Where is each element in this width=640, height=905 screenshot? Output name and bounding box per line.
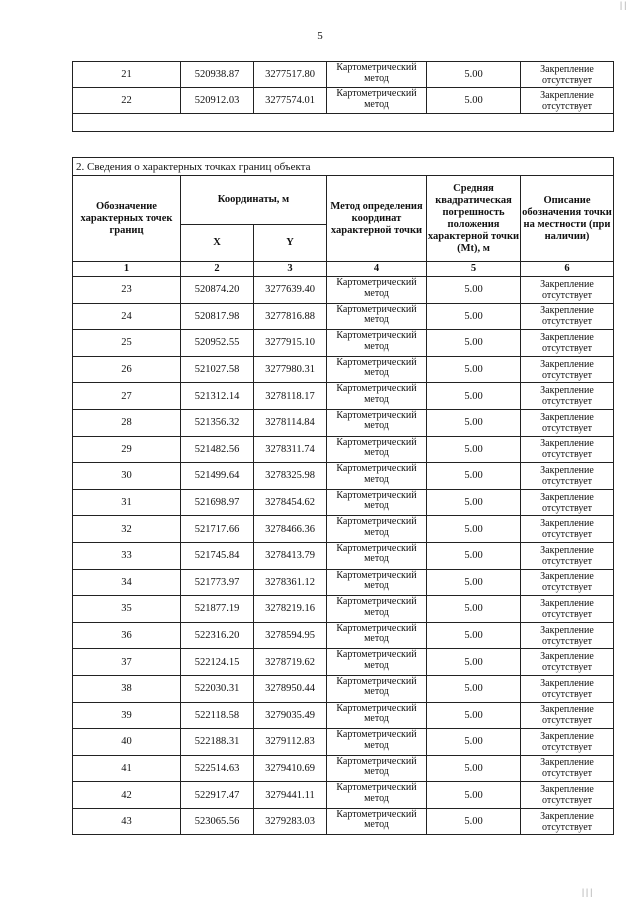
point-number: 37 (73, 649, 181, 676)
description (521, 356, 614, 383)
description-line2: отсутствует (541, 582, 593, 594)
point-number: 25 (73, 330, 181, 357)
coord-x: 522118.58 (181, 702, 254, 729)
method-line2: метод (364, 792, 389, 804)
method-line1: Картометрический (336, 596, 417, 608)
description-line2: отсутствует (541, 768, 593, 780)
description-line2: отсутствует (541, 741, 593, 753)
description-line2: отсутствует (541, 100, 593, 112)
coord-x: 521312.14 (181, 383, 254, 410)
accuracy: 5.00 (427, 675, 521, 702)
point-number: 34 (73, 569, 181, 596)
accuracy: 5.00 (427, 569, 521, 596)
description-line1: Закрепление (540, 331, 594, 343)
method (327, 729, 427, 756)
method-line2: метод (364, 340, 389, 352)
method-line2: метод (364, 819, 389, 831)
method-line1: Картометрический (336, 303, 417, 315)
table-row (73, 755, 614, 782)
header-desc: Описание обозначения точки на местности (при наличии) (521, 176, 614, 262)
coord-x: 522124.15 (181, 649, 254, 676)
table-row (73, 675, 614, 702)
method (327, 649, 427, 676)
method (327, 569, 427, 596)
point-number: 39 (73, 702, 181, 729)
coord-y: 3278413.79 (254, 542, 327, 569)
method-line2: метод (364, 420, 389, 432)
description-line2: отсутствует (541, 396, 593, 408)
foot-mark: | | | (582, 887, 592, 897)
table-row (73, 277, 614, 304)
coord-y: 3277574.01 (254, 88, 327, 114)
description (521, 489, 614, 516)
table-row (73, 729, 614, 756)
description-line2: отсутствует (541, 608, 593, 620)
accuracy: 5.00 (427, 88, 521, 114)
coord-y: 3279283.03 (254, 808, 327, 835)
coord-x: 521499.64 (181, 463, 254, 490)
accuracy: 5.00 (427, 62, 521, 88)
coord-y: 3278594.95 (254, 622, 327, 649)
table-row (73, 542, 614, 569)
table-row (73, 596, 614, 623)
method (327, 755, 427, 782)
method-line2: метод (364, 686, 389, 698)
method (327, 88, 427, 114)
method-line1: Картометрический (336, 542, 417, 554)
description-line1: Закрепление (540, 810, 594, 822)
accuracy: 5.00 (427, 729, 521, 756)
point-number: 30 (73, 463, 181, 490)
description-line2: отсутствует (541, 369, 593, 381)
description (521, 808, 614, 835)
table-row (73, 356, 614, 383)
coord-x: 521773.97 (181, 569, 254, 596)
point-number: 33 (73, 542, 181, 569)
coord-x: 520938.87 (181, 62, 254, 88)
table-row (73, 88, 614, 114)
description-line1: Закрепление (540, 730, 594, 742)
method (327, 782, 427, 809)
accuracy: 5.00 (427, 330, 521, 357)
accuracy: 5.00 (427, 436, 521, 463)
method-line1: Картометрический (336, 569, 417, 581)
description (521, 702, 614, 729)
header-x: X (181, 225, 254, 262)
method-line1: Картометрический (336, 675, 417, 687)
description-line2: отсутствует (541, 475, 593, 487)
method-line1: Картометрический (336, 383, 417, 395)
table-row (73, 782, 614, 809)
table-row (73, 330, 614, 357)
header-y: Y (254, 225, 327, 262)
description-line2: отсутствует (541, 821, 593, 833)
accuracy: 5.00 (427, 277, 521, 304)
description (521, 649, 614, 676)
accuracy: 5.00 (427, 409, 521, 436)
description-line1: Закрепление (540, 544, 594, 556)
method-line1: Картометрический (336, 622, 417, 634)
table-row (73, 622, 614, 649)
method (327, 622, 427, 649)
method-line1: Картометрический (336, 277, 417, 288)
method-line2: метод (364, 526, 389, 538)
col-number: 1 (73, 262, 181, 277)
description-line1: Закрепление (540, 411, 594, 423)
description-line1: Закрепление (540, 651, 594, 663)
accuracy: 5.00 (427, 516, 521, 543)
point-number: 35 (73, 596, 181, 623)
table-row (73, 409, 614, 436)
description (521, 303, 614, 330)
method-line2: метод (364, 713, 389, 724)
point-number: 23 (73, 277, 181, 304)
coord-y: 3279112.83 (254, 729, 327, 756)
description (521, 330, 614, 357)
description-line1: Закрепление (540, 305, 594, 317)
point-number: 24 (73, 303, 181, 330)
description-line2: отсутствует (541, 795, 593, 807)
method (327, 463, 427, 490)
description-line1: Закрепление (540, 278, 594, 290)
point-number: 36 (73, 622, 181, 649)
accuracy: 5.00 (427, 622, 521, 649)
header-method: Метод определения координат характерной точки (327, 176, 427, 262)
description-line1: Закрепление (540, 491, 594, 503)
method-line2: метод (364, 287, 389, 299)
method (327, 409, 427, 436)
coord-y: 3278361.12 (254, 569, 327, 596)
description-line1: Закрепление (540, 63, 594, 75)
description (521, 569, 614, 596)
description-line2: отсутствует (541, 688, 593, 700)
point-number: 41 (73, 755, 181, 782)
empty-cell (73, 114, 614, 132)
method-line2: метод (364, 606, 389, 618)
method (327, 303, 427, 330)
description-line2: отсутствует (541, 449, 593, 461)
point-number: 31 (73, 489, 181, 516)
coord-y: 3278114.84 (254, 409, 327, 436)
method-line1: Картометрический (336, 755, 417, 767)
description-line1: Закрепление (540, 385, 594, 397)
coord-x: 520874.20 (181, 277, 254, 304)
coord-y: 3277915.10 (254, 330, 327, 357)
method-line1: Картометрический (336, 356, 417, 368)
description (521, 516, 614, 543)
accuracy: 5.00 (427, 489, 521, 516)
section-title: 2. Сведения о характерных точках границ объекта (73, 158, 614, 176)
point-number: 38 (73, 675, 181, 702)
description (521, 596, 614, 623)
description-line1: Закрепление (540, 89, 594, 101)
accuracy: 5.00 (427, 649, 521, 676)
coord-x: 522030.31 (181, 675, 254, 702)
corner-mark: | | (620, 0, 626, 10)
description-line1: Закрепление (540, 597, 594, 609)
point-number: 40 (73, 729, 181, 756)
coord-y: 3278219.16 (254, 596, 327, 623)
description-line1: Закрепление (540, 518, 594, 530)
coord-y: 3278454.62 (254, 489, 327, 516)
description (521, 729, 614, 756)
method-line1: Картометрический (336, 463, 417, 475)
method-line2: метод (364, 473, 389, 485)
description (521, 277, 614, 304)
coord-x: 521745.84 (181, 542, 254, 569)
method (327, 330, 427, 357)
description (521, 755, 614, 782)
point-number: 29 (73, 436, 181, 463)
method-line1: Картометрический (336, 808, 417, 820)
method-line2: метод (364, 98, 389, 110)
description-line1: Закрепление (540, 704, 594, 716)
method-line2: метод (364, 580, 389, 592)
method-line1: Картометрический (336, 729, 417, 741)
method-line2: метод (364, 447, 389, 459)
method (327, 489, 427, 516)
coord-x: 522316.20 (181, 622, 254, 649)
coord-y: 3278118.17 (254, 383, 327, 410)
description-line2: отсутствует (541, 715, 593, 727)
method (327, 277, 427, 304)
method-line2: метод (364, 367, 389, 379)
method-line1: Картометрический (336, 649, 417, 661)
coord-x: 521698.97 (181, 489, 254, 516)
continuation-table (72, 61, 614, 132)
accuracy: 5.00 (427, 463, 521, 490)
method-line1: Картометрический (336, 330, 417, 342)
coord-y: 3277517.80 (254, 62, 327, 88)
method-line1: Картометрический (336, 702, 417, 714)
table-row (73, 436, 614, 463)
coord-x: 522514.63 (181, 755, 254, 782)
method-line2: метод (364, 766, 389, 778)
description (521, 622, 614, 649)
coord-y: 3279035.49 (254, 702, 327, 729)
description-line1: Закрепление (540, 571, 594, 583)
coord-y: 3279410.69 (254, 755, 327, 782)
method (327, 808, 427, 835)
coord-y: 3277816.88 (254, 303, 327, 330)
coord-x: 522188.31 (181, 729, 254, 756)
coord-x: 521482.56 (181, 436, 254, 463)
point-number: 28 (73, 409, 181, 436)
description-line2: отсутствует (541, 662, 593, 674)
description-line2: отсутствует (541, 555, 593, 567)
method-line2: метод (364, 739, 389, 751)
coord-x: 523065.56 (181, 808, 254, 835)
coord-y: 3278325.98 (254, 463, 327, 490)
table-row (73, 62, 614, 88)
description-line1: Закрепление (540, 438, 594, 450)
description (521, 88, 614, 114)
col-number: 5 (427, 262, 521, 277)
method-line2: метод (364, 553, 389, 565)
point-number: 21 (73, 62, 181, 88)
header-accuracy: Средняя квадратическая погрешность положения характерной точки (Mt), м (427, 176, 521, 262)
description-line2: отсутствует (541, 529, 593, 541)
description-line1: Закрепление (540, 757, 594, 769)
coord-x: 521717.66 (181, 516, 254, 543)
method-line2: метод (364, 314, 389, 326)
coord-x: 520912.03 (181, 88, 254, 114)
table-row (73, 489, 614, 516)
table-row (73, 702, 614, 729)
method-line1: Картометрический (336, 88, 417, 99)
method (327, 356, 427, 383)
accuracy: 5.00 (427, 755, 521, 782)
points-table (72, 157, 614, 835)
method-line2: метод (364, 72, 389, 84)
method (327, 542, 427, 569)
col-number: 2 (181, 262, 254, 277)
description-line1: Закрепление (540, 464, 594, 476)
point-number: 32 (73, 516, 181, 543)
method-line1: Картометрический (336, 489, 417, 501)
table-row (73, 383, 614, 410)
empty-row (73, 114, 614, 132)
description-line2: отсутствует (541, 422, 593, 434)
col-number: 4 (327, 262, 427, 277)
page-number: 5 (317, 30, 323, 42)
point-number: 26 (73, 356, 181, 383)
description (521, 463, 614, 490)
description (521, 675, 614, 702)
description-line2: отсутствует (541, 289, 593, 301)
accuracy: 5.00 (427, 702, 521, 729)
description-line2: отсутствует (541, 635, 593, 647)
header-coords: Координаты, м (181, 176, 327, 225)
method-line1: Картометрический (336, 782, 417, 794)
col-number: 3 (254, 262, 327, 277)
accuracy: 5.00 (427, 596, 521, 623)
point-number: 27 (73, 383, 181, 410)
method (327, 436, 427, 463)
method-line1: Картометрический (336, 409, 417, 421)
point-number: 42 (73, 782, 181, 809)
accuracy: 5.00 (427, 782, 521, 809)
method-line2: метод (364, 659, 389, 671)
coord-y: 3277980.31 (254, 356, 327, 383)
description (521, 383, 614, 410)
accuracy: 5.00 (427, 542, 521, 569)
accuracy: 5.00 (427, 808, 521, 835)
table-row (73, 463, 614, 490)
method-line1: Картометрический (336, 62, 417, 73)
coord-y: 3277639.40 (254, 277, 327, 304)
method (327, 516, 427, 543)
description (521, 62, 614, 88)
description-line2: отсутствует (541, 342, 593, 354)
description (521, 782, 614, 809)
coord-y: 3279441.11 (254, 782, 327, 809)
accuracy: 5.00 (427, 356, 521, 383)
accuracy: 5.00 (427, 303, 521, 330)
table-row (73, 649, 614, 676)
method-line2: метод (364, 633, 389, 645)
description (521, 409, 614, 436)
point-number: 22 (73, 88, 181, 114)
table-row (73, 303, 614, 330)
method-line2: метод (364, 500, 389, 512)
method (327, 702, 427, 729)
method (327, 675, 427, 702)
method (327, 62, 427, 88)
description-line1: Закрепление (540, 677, 594, 689)
coord-x: 522917.47 (181, 782, 254, 809)
description-line1: Закрепление (540, 624, 594, 636)
description (521, 436, 614, 463)
coord-y: 3278950.44 (254, 675, 327, 702)
description (521, 542, 614, 569)
coord-y: 3278719.62 (254, 649, 327, 676)
coord-y: 3278311.74 (254, 436, 327, 463)
point-number: 43 (73, 808, 181, 835)
table-row (73, 808, 614, 835)
description-line2: отсутствует (541, 74, 593, 86)
coord-x: 520817.98 (181, 303, 254, 330)
coord-x: 521027.58 (181, 356, 254, 383)
header-point: Обозначение характерных точек границ (73, 176, 181, 262)
description-line1: Закрепление (540, 358, 594, 370)
description-line2: отсутствует (541, 502, 593, 514)
coord-y: 3278466.36 (254, 516, 327, 543)
table-row (73, 516, 614, 543)
method (327, 383, 427, 410)
method-line2: метод (364, 393, 389, 405)
table-row (73, 569, 614, 596)
method-line1: Картометрический (336, 436, 417, 448)
method-line1: Картометрический (336, 516, 417, 528)
description-line2: отсутствует (541, 316, 593, 328)
col-number: 6 (521, 262, 614, 277)
description-line1: Закрепление (540, 784, 594, 796)
coord-x: 520952.55 (181, 330, 254, 357)
accuracy: 5.00 (427, 383, 521, 410)
coord-x: 521877.19 (181, 596, 254, 623)
method (327, 596, 427, 623)
coord-x: 521356.32 (181, 409, 254, 436)
